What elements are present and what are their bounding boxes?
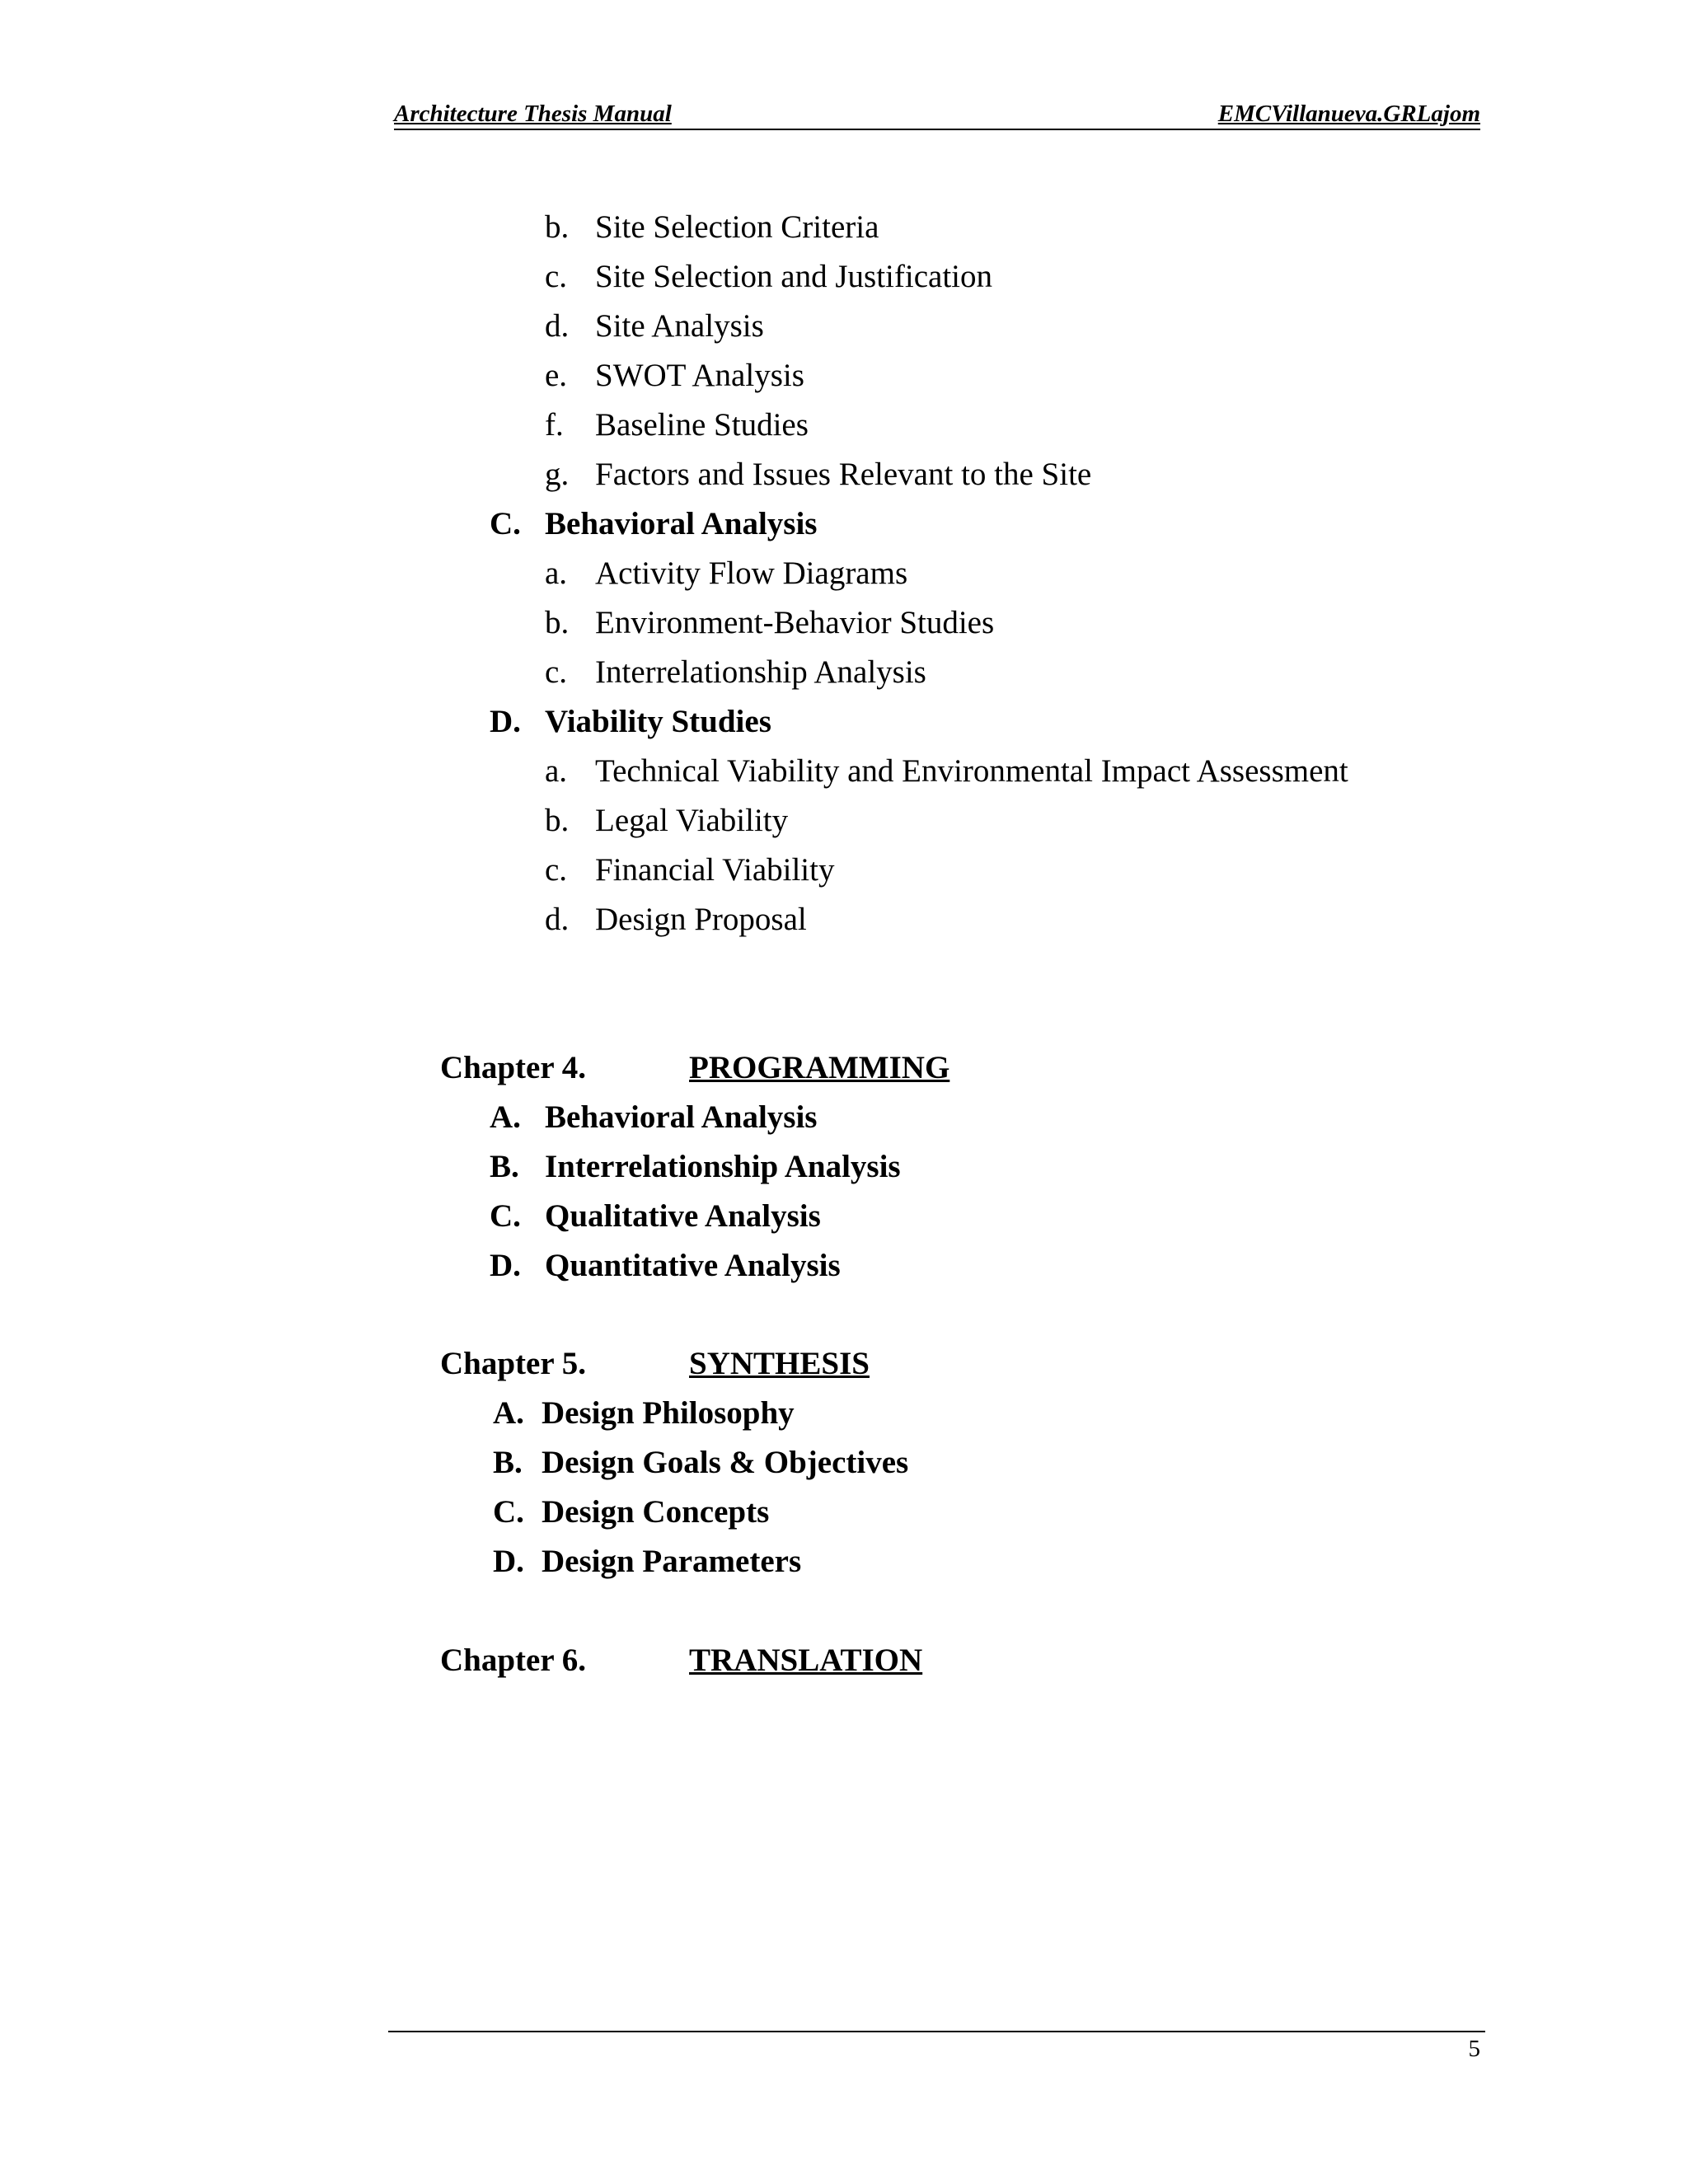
section-marker: C. [490,506,521,541]
chapter-title: SYNTHESIS [689,1346,870,1381]
list-item-text: Financial Viability [595,852,835,888]
header-authors: EMCVillanueva.GRLajom [1217,101,1480,127]
list-item-text: Site Selection Criteria [595,209,879,245]
list-item-text: Design Goals & Objectives [542,1445,909,1480]
list-item-text: Technical Viability and Environmental Impact Assessment [595,753,1348,789]
list-item-text: Qualitative Analysis [545,1198,821,1234]
list-marker: f. [545,407,564,443]
list-marker: A. [493,1395,524,1431]
list-item-text: Factors and Issues Relevant to the Site [595,457,1092,492]
list-item-text: Behavioral Analysis [545,1099,818,1135]
list-marker: d. [545,308,570,344]
list-item-text: Activity Flow Diagrams [595,555,908,591]
chapter-label: Chapter 4. [440,1050,586,1085]
page-number: 5 [1468,2036,1480,2062]
list-marker: a. [545,555,568,591]
list-item-text: Design Philosophy [542,1395,795,1431]
list-marker: B. [493,1445,523,1480]
list-marker: c. [545,259,568,294]
list-item-text: Environment-Behavior Studies [595,605,995,640]
section-title: Viability Studies [545,704,771,739]
list-item-text: Design Proposal [595,902,807,937]
footer-divider [388,2031,1485,2032]
list-item-text: Site Analysis [595,308,764,344]
chapter-title: TRANSLATION [689,1643,923,1678]
list-marker: D. [490,1248,521,1283]
list-marker: D. [493,1544,524,1579]
list-item-text: Legal Viability [595,803,789,838]
section-marker: D. [490,704,521,739]
list-item-text: SWOT Analysis [595,358,804,393]
page-header [394,97,1480,130]
chapter-label: Chapter 5. [440,1346,586,1381]
header-title: Architecture Thesis Manual [394,101,672,127]
list-item-text: Quantitative Analysis [545,1248,841,1283]
list-marker: a. [545,753,568,789]
list-item-text: Baseline Studies [595,407,809,443]
list-item-text: Interrelationship Analysis [595,654,926,690]
list-marker: d. [545,902,570,937]
list-item-text: Design Parameters [542,1544,802,1579]
list-marker: e. [545,358,568,393]
list-item-text: Site Selection and Justification [595,259,992,294]
list-marker: g. [545,457,570,492]
chapter-label: Chapter 6. [440,1643,586,1678]
list-item-text: Interrelationship Analysis [545,1149,901,1184]
list-marker: C. [493,1494,524,1530]
list-marker: b. [545,209,570,245]
chapter-title: PROGRAMMING [689,1050,950,1085]
list-marker: C. [490,1198,521,1234]
list-marker: c. [545,852,568,888]
section-title: Behavioral Analysis [545,506,818,541]
list-marker: b. [545,605,570,640]
list-item-text: Design Concepts [542,1494,770,1530]
list-marker: A. [490,1099,521,1135]
list-marker: B. [490,1149,519,1184]
list-marker: b. [545,803,570,838]
list-marker: c. [545,654,568,690]
